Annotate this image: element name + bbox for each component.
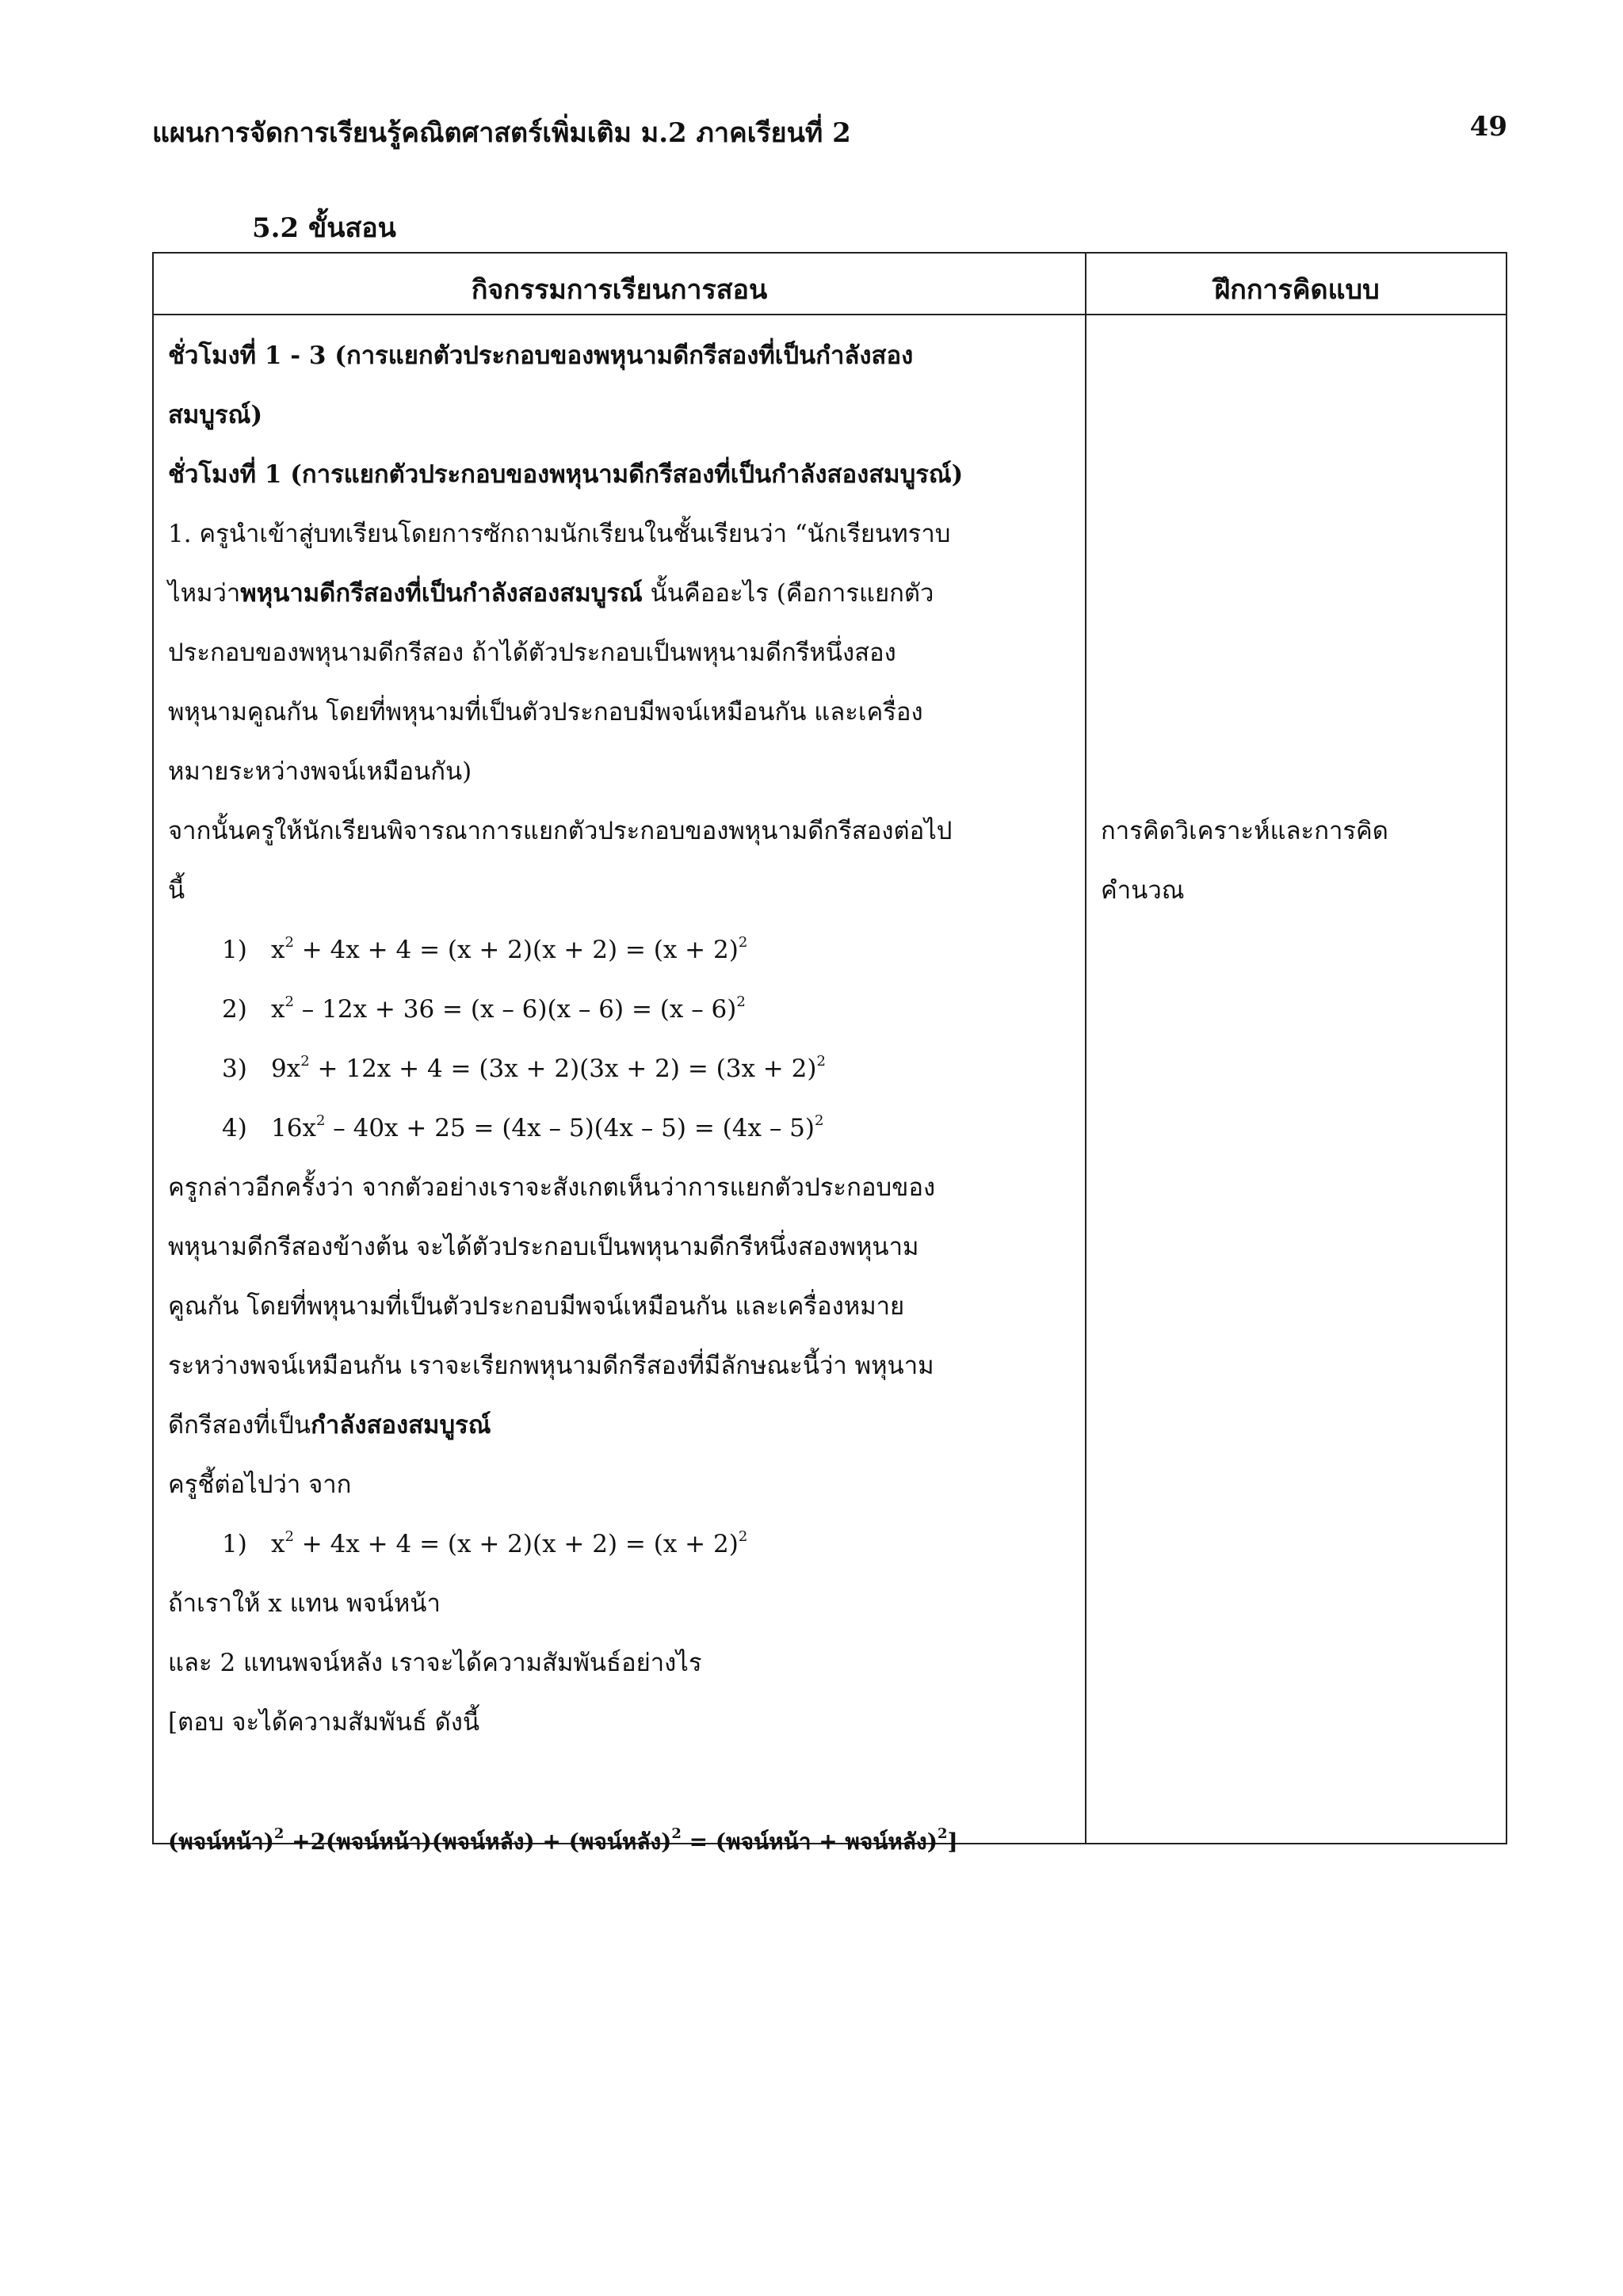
text-run: 16x: [271, 1114, 316, 1142]
text-run: x: [271, 936, 285, 964]
paragraph-line: ประกอบของพหุนามดีกรีสอง ถ้าได้ตัวประกอบเป็นพหุนามดีกรีหนึ่งสอง: [168, 639, 896, 667]
exponent: 2: [285, 994, 294, 1010]
exponent: 2: [315, 1112, 326, 1129]
exponent: 2: [273, 1825, 285, 1842]
emphasis-text: พหุนามดีกรีสองที่เป็นกำลังสองสมบูรณ์: [240, 579, 643, 608]
example-number: 1): [222, 936, 247, 964]
paragraph-line: จากนั้นครูให้นักเรียนพิจารณาการแยกตัวประกอบของพหุนามดีกรีสองต่อไป: [168, 817, 953, 845]
paragraph-line: 1. ครูนำเข้าสู่บทเรียนโดยการซักถามนักเรียนในชั้นเรียนว่า “นักเรียนทราบ: [168, 520, 951, 548]
text-run: x: [271, 995, 285, 1024]
hours-heading-cont: สมบูรณ์): [168, 401, 263, 429]
text-run: – 40x + 25 = (4x – 5)(4x – 5) = (4x – 5): [325, 1114, 815, 1142]
paragraph-line: ถ้าเราให้ x แทน พจน์หน้า: [168, 1589, 441, 1618]
exponent: 2: [671, 1825, 682, 1842]
example-equation: [168, 921, 1075, 980]
hours-heading: ชั่วโมงที่ 1 - 3 (การแยกตัวประกอบของพหุนามดีกรีสองที่เป็นกำลังสอง: [168, 341, 914, 370]
text-run: 9x: [271, 1055, 301, 1083]
paragraph-line: ครูชี้ต่อไปว่า จาก: [168, 1470, 352, 1499]
exponent: 2: [937, 1825, 948, 1842]
exponent: 2: [816, 1053, 826, 1070]
paragraph-line: [ตอบ จะได้ความสัมพันธ์ ดังนี้: [168, 1708, 480, 1737]
blank-line: [168, 1753, 1075, 1812]
example-number: 1): [222, 1530, 247, 1558]
text-run: +2(พจน์หน้า)(พจน์หลัง) + (พจน์หลัง): [284, 1829, 672, 1855]
exponent: 2: [738, 934, 748, 951]
exponent: 2: [736, 994, 746, 1010]
text-run: ไหมว่า: [168, 579, 241, 608]
example-number: 3): [222, 1055, 247, 1083]
relationship-formula: [168, 1812, 1075, 1871]
text-run: x: [271, 1530, 285, 1558]
text-run: + 4x + 4 = (x + 2)(x + 2) = (x + 2): [293, 1530, 739, 1558]
section-title: 5.2 ขั้นสอน: [252, 212, 396, 244]
thinking-type-line: คำนวณ: [1101, 876, 1185, 905]
paragraph-line: นี้: [168, 876, 185, 905]
paragraph-line: [168, 564, 1075, 624]
header-divider: [154, 314, 1506, 315]
exponent: 2: [300, 1053, 310, 1070]
paragraph-line: พหุนามดีกรีสองข้างต้น จะได้ตัวประกอบเป็นพหุนามดีกรีหนึ่งสองพหุนาม: [168, 1233, 919, 1261]
paragraph-line: [168, 1396, 1075, 1455]
example-equation: [168, 1515, 1075, 1574]
exponent: 2: [285, 1528, 294, 1545]
column-divider: [1085, 254, 1086, 1843]
text-run: + 12x + 4 = (3x + 2)(3x + 2) = (3x + 2): [309, 1055, 817, 1083]
document-title: แผนการจัดการเรียนรู้คณิตศาสตร์เพิ่มเติม ม.2 ภาคเรียนที่ 2: [152, 117, 851, 149]
text-run: + 4x + 4 = (x + 2)(x + 2) = (x + 2): [293, 936, 739, 964]
emphasis-text: กำลังสองสมบูรณ์: [311, 1411, 491, 1440]
example-equation: [168, 1039, 1075, 1099]
exponent: 2: [285, 934, 294, 951]
exponent: 2: [738, 1528, 748, 1545]
text-run: ]: [947, 1829, 958, 1855]
example-equation: [168, 980, 1075, 1039]
thinking-type-line: การคิดวิเคราะห์และการคิด: [1101, 817, 1388, 845]
text-run: ดีกรีสองที่เป็น: [168, 1411, 311, 1440]
paragraph-line: คูณกัน โดยที่พหุนามที่เป็นตัวประกอบมีพจน์เหมือนกัน และเครื่องหมาย: [168, 1292, 905, 1321]
text-run: = (พจน์หน้า + พจน์หลัง): [681, 1829, 938, 1855]
paragraph-line: พหุนามคูณกัน โดยที่พหุนามที่เป็นตัวประกอบมีพจน์เหมือนกัน และเครื่อง: [168, 698, 923, 727]
paragraph-line: ครูกล่าวอีกครั้งว่า จากตัวอย่างเราจะสังเกตเห็นว่าการแยกตัวประกอบของ: [168, 1173, 936, 1202]
page-number: 49: [1469, 111, 1507, 143]
page-header: [152, 111, 1507, 154]
example-number: 4): [222, 1114, 247, 1142]
paragraph-line: และ 2 แทนพจน์หลัง เราจะได้ความสัมพันธ์อย่างไร: [168, 1649, 702, 1677]
paragraph-line: หมายระหว่างพจน์เหมือนกัน): [168, 757, 472, 786]
column-header-thinking: ฝึกการคิดแบบ: [1214, 274, 1380, 306]
thinking-cell: [1101, 802, 1489, 921]
text-run: – 12x + 36 = (x – 6)(x – 6) = (x – 6): [293, 995, 737, 1024]
column-header-activities: กิจกรรมการเรียนการสอน: [471, 274, 768, 306]
paragraph-line: ระหว่างพจน์เหมือนกัน เราจะเรียกพหุนามดีกรีสองที่มีลักษณะนี้ว่า พหุนาม: [168, 1352, 934, 1380]
example-equation: [168, 1099, 1075, 1158]
exponent: 2: [815, 1112, 824, 1129]
hour1-heading: ชั่วโมงที่ 1 (การแยกตัวประกอบของพหุนามดีกรีสองที่เป็นกำลังสองสมบูรณ์): [168, 460, 964, 489]
lesson-table: [152, 252, 1507, 1855]
activities-cell: [168, 326, 1075, 1871]
text-run: นั้นคืออะไร (คือการแยกตัว: [642, 579, 934, 608]
example-number: 2): [222, 995, 247, 1024]
text-run: (พจน์หน้า): [168, 1829, 274, 1855]
